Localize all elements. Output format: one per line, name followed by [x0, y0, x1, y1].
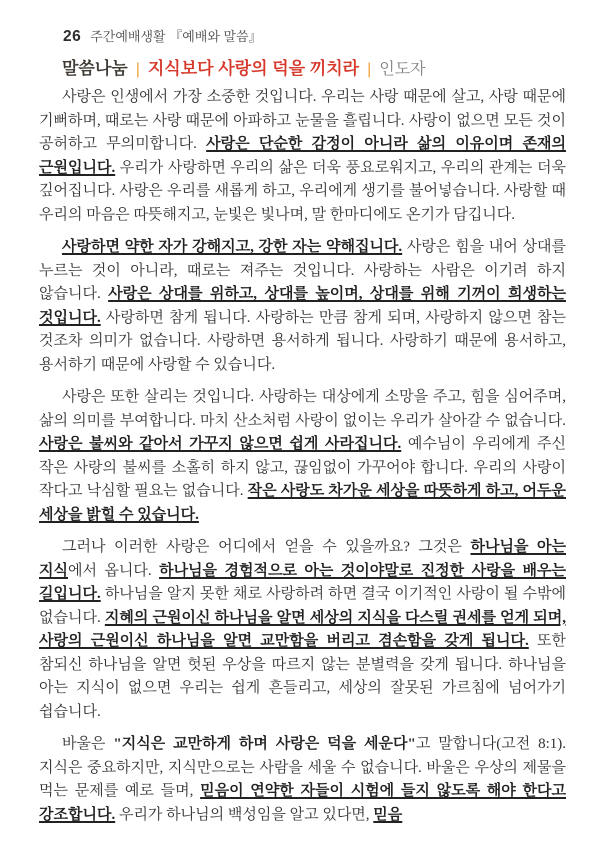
title-separator-bar: |: [135, 61, 140, 78]
page-header: [63, 26, 262, 46]
leader-label: 인도자: [379, 61, 426, 78]
text-run: 우리가 사랑하면 우리의 삶은 더욱 풍요로워지고, 우리의 관계는 더욱 깊어집니다. 사랑은 우리를 새롭게 하고, 우리에게 생기를 불어넣습니다. 사랑할 때 우리의 마음은 따뜻해지고, 눈빛은 빛나며, 말 한마디에도 온기가 담깁니다.: [39, 159, 566, 223]
text-run: 사랑은 상대를 위하고, 상대를 높이며, 상대를 위해 기꺼이 희생하는 것입니다.: [39, 286, 566, 326]
text-run: 사랑은 불씨와 같아서 가꾸지 않으면 쉽게 사라집니다.: [39, 436, 402, 452]
booklet-title: 주간예배생활 『예배와 말씀』: [90, 29, 262, 44]
text-run: "지식은 교만하게 하며 사랑은 덕을 세운다": [113, 736, 416, 752]
text-run: 하나님을 경험적으로 아는 것이야말로 진정한 사랑을 배우는 길입니다.: [39, 562, 566, 602]
text-run: 사랑하면 약한 자가 강해지고, 강한 자는 약해집니다.: [62, 239, 403, 255]
text-run: 사랑하면 참게 됩니다. 사랑하는 만큼 참게 되며, 사랑하지 않으면 참는 것조차 의미가 없습니다. 사랑하면 용서하게 됩니다. 사랑하기 때문에 용서하고, 용서하기 때문에 사랑할 수 있습니다.: [39, 309, 566, 373]
text-run: 믿음이 연약한 자들이 시험에 들지 않도록 해야 한다고 강조합니다.: [39, 783, 566, 823]
paragraph: [39, 236, 566, 377]
paragraph: [39, 536, 566, 724]
section-title-bar: [62, 54, 426, 79]
text-run: 고 말합니다(고전 8:1). 지식은 중요하지만, 지식만으로는 사람을 세울 수 없습니다. 바울은 우상의 제물을 먹는 문제를 예로 들며,: [39, 736, 566, 799]
text-run: 바울은: [62, 736, 114, 752]
text-run: 예수님이 우리에게 주신 작은 사랑의 불씨를 소홀히 하지 않고, 끊임없이 가꾸어야 합니다. 우리의 사랑이 작다고 낙심할 필요는 없습니다.: [39, 436, 566, 499]
page-number: 26: [63, 28, 82, 45]
text-run: 사랑은 단순한 감정이 아니라 삶의 이유이며 존재의 근원입니다.: [39, 136, 566, 176]
paragraph: [39, 386, 566, 527]
text-run: 사랑은 인생에서 가장 소중한 것입니다. 우리는 사랑 때문에 살고, 사랑 때문에 기뻐하며, 때로는 사랑 때문에 아파하고 눈물을 흘립니다. 사랑이 없으면 모든 것이 공허하고 무의미합니다.: [39, 89, 566, 152]
text-run: 우리가 하나님의 백성임을 알고 있다면,: [115, 806, 374, 823]
text-run: 에서 옵니다.: [67, 562, 160, 579]
text-run: 작은 사랑도 차가운 세상을 따뜻하게 하고, 어두운 세상을 밝힐 수 있습니다.: [39, 483, 566, 523]
text-run: 믿음: [373, 806, 403, 823]
text-run: 또한 참되신 하나님을 알면 헛된 우상을 따르지 않는 분별력을 갖게 됩니다. 하나님을 아는 지식이 없으면 우리는 쉽게 흔들리고, 세상의 잘못된 가르침에 넘어가기 쉽습니다.: [39, 633, 567, 720]
text-run: 사랑은 또한 살리는 것입니다. 사랑하는 대상에게 소망을 주고, 힘을 심어주며, 삶의 의미를 부여합니다. 마치 산소처럼 사랑이 없이는 우리가 살아갈 수 없습니다.: [39, 389, 566, 429]
text-run: 지혜의 근원이신 하나님을 알면 세상의 지식을 다스릴 권세를 얻게 되며, 사랑의 근원이신 하나님을 알면 교만함을 버리고 겸손함을 갖게 됩니다.: [39, 609, 566, 649]
section-label: 말씀나눔: [62, 59, 128, 78]
paragraph: [39, 86, 566, 227]
article-body: [39, 86, 566, 827]
text-run: 하나님을 알지 못한 채로 사랑하려 하면 결국 이기적인 사랑이 될 수밖에 없습니다.: [39, 586, 566, 626]
text-run: 하나님을 아는 지식: [39, 539, 566, 579]
paragraph: [39, 733, 566, 827]
text-run: 사랑은 힘을 내어 상대를 누르는 것이 아니라, 때로는 져주는 것입니다. 사랑하는 사람은 이기려 하지 않습니다.: [39, 239, 566, 302]
sermon-title: 지식보다 사랑의 덕을 끼치라: [147, 59, 360, 78]
title-separator-bar: |: [367, 61, 372, 78]
text-run: 그러나 이러한 사랑은 어디에서 얻을 수 있을까요? 그것은: [62, 539, 471, 555]
